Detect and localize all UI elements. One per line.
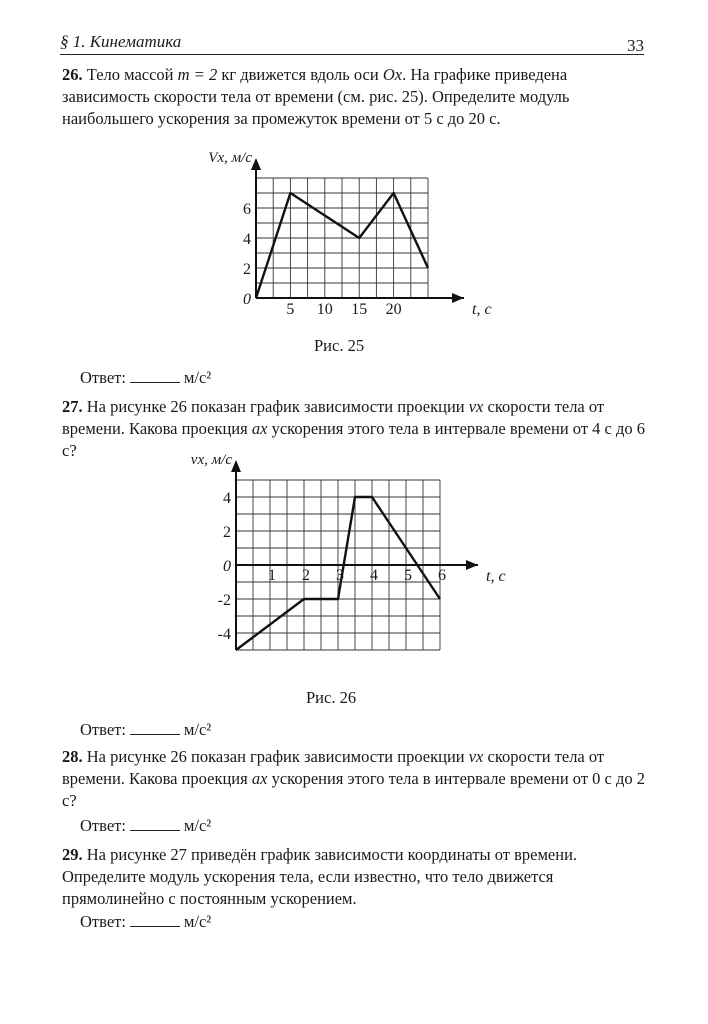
figure-26-chart (170, 452, 510, 680)
problem-text: ускорения этого тела в интервале времени от 0 с до 2 с? (62, 769, 645, 810)
problem-text: скорости тела от времени. Какова проекция (62, 397, 605, 438)
formula: ax (251, 769, 268, 788)
y-tick-label: 6 (243, 201, 251, 218)
x-tick-label: 6 (438, 567, 446, 584)
y-tick-label: -4 (217, 626, 231, 643)
answer-unit: м/с² (183, 368, 212, 387)
y-tick-label: 4 (223, 490, 231, 507)
problem-text: На рисунке 26 показан график зависимости проекции (86, 397, 469, 416)
y-tick-label: 2 (243, 261, 251, 278)
x-tick-label: 5 (286, 301, 295, 318)
problem-29 (62, 844, 647, 910)
figure-26-caption (306, 688, 356, 708)
axis-labels (191, 452, 506, 643)
problem-number: 26. (62, 65, 83, 84)
problem-text: ускорения этого тела в интервале времени от 4 с до 6 с? (62, 419, 645, 460)
axis-labels (208, 150, 491, 318)
x-tick-label: 2 (302, 567, 310, 584)
y-tick-label: 2 (223, 524, 231, 541)
caption-text: Рис. 25 (314, 336, 365, 355)
answer-label: Ответ: (80, 368, 126, 387)
y-axis-arrow (251, 158, 261, 170)
problem-28 (62, 746, 647, 812)
problem-27 (62, 396, 647, 462)
answer-label: Ответ: (80, 816, 126, 835)
problem-text: кг движется вдоль оси (217, 65, 383, 84)
x-tick-label: 4 (370, 567, 378, 584)
problem-number: 29. (62, 845, 83, 864)
caption-text: Рис. 26 (306, 688, 357, 707)
problem-text: . На графике приведена зависимость скорости тела от времени (см. рис. 25). Определите модуль наибольшего ускорения за промежуток времени от 5 с до 20 с. (62, 65, 570, 128)
page-number: 33 (627, 36, 644, 55)
x-tick-label: 10 (316, 301, 333, 318)
answer-label: Ответ: (80, 912, 126, 931)
answer-unit: м/с² (183, 816, 212, 835)
problem-text: На рисунке 26 показан график зависимости проекции (86, 747, 469, 766)
problem-text: скорости тела от времени. Какова проекция (62, 747, 605, 788)
formula: vx (468, 397, 484, 416)
answer-blank[interactable] (130, 368, 180, 383)
answer-unit: м/с² (183, 720, 212, 739)
answer-28 (80, 816, 211, 836)
figure-25-chart (190, 148, 490, 328)
y-axis-title: Vx, м/с (208, 150, 252, 166)
answer-blank[interactable] (130, 912, 180, 927)
y-tick-label: 4 (243, 231, 251, 248)
problem-26 (62, 64, 647, 130)
x-tick-label: 15 (351, 301, 368, 318)
x-axis-title: t, с (472, 301, 492, 318)
formula: m = 2 (177, 65, 218, 84)
answer-blank[interactable] (130, 720, 180, 735)
axes (251, 158, 464, 303)
axes (231, 460, 478, 650)
x-tick-label: 3 (336, 567, 344, 584)
answer-blank[interactable] (130, 816, 180, 831)
formula: vx (468, 747, 484, 766)
formula: ax (251, 419, 268, 438)
figure-25-caption (314, 336, 364, 356)
answer-26 (80, 368, 211, 388)
problem-text: На рисунке 27 приведён график зависимости координаты от времени. Определите модуль ускорения тела, если известно, что тело движется прямолинейно с постоянным ускорением. (62, 845, 578, 908)
problem-number: 27. (62, 397, 83, 416)
problem-number: 28. (62, 747, 83, 766)
y-tick-label: -2 (217, 592, 231, 609)
x-tick-label: 5 (404, 567, 412, 584)
answer-27 (80, 720, 211, 740)
grid (256, 178, 428, 298)
x-tick-label: 20 (385, 301, 402, 318)
y-tick-label: 0 (243, 291, 251, 308)
x-tick-label: 1 (268, 567, 276, 584)
x-axis-arrow (452, 293, 464, 303)
problem-text: Тело массой (86, 65, 178, 84)
y-axis-title: vx, м/с (190, 452, 232, 468)
x-axis-title: t, с (486, 568, 506, 585)
section-title: § 1. Кинематика (60, 32, 182, 51)
formula: Ox (382, 65, 403, 84)
y-tick-label: 0 (223, 558, 231, 575)
answer-29 (80, 912, 211, 932)
page-header (60, 30, 644, 55)
x-axis-arrow (466, 560, 478, 570)
answer-unit: м/с² (183, 912, 212, 931)
answer-label: Ответ: (80, 720, 126, 739)
